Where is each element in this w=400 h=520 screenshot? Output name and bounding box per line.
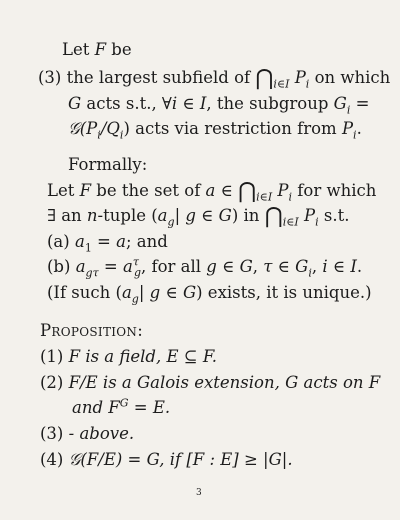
text: I [350, 257, 357, 276]
text: P [294, 68, 306, 87]
text: the largest subfield of [66, 68, 256, 87]
subscript: i∈I [256, 190, 273, 204]
text: ∈ [195, 206, 219, 225]
proposition-2-line-2 [72, 398, 170, 418]
text: n [86, 206, 98, 225]
text: i [171, 94, 178, 113]
subscript: g [167, 215, 175, 229]
text: , the subgroup [206, 94, 334, 113]
text: = [98, 257, 123, 276]
item-3-line-1 [38, 66, 391, 91]
text: F/E is a Galois extension, G acts on F [68, 373, 381, 392]
text: = [91, 232, 117, 251]
uniqueness-note [47, 283, 372, 306]
subscript: 1 [84, 241, 92, 255]
definition-line-2 [47, 204, 350, 229]
item-number: (3) [40, 424, 64, 443]
text: 𝒢(F/E) = G, if [F : E] ≥ |G|. [68, 450, 293, 469]
text: ∈ [177, 94, 200, 113]
text: g [185, 206, 196, 225]
text: = E. [128, 398, 171, 417]
text: acts via restriction from [129, 119, 342, 138]
text: , [252, 257, 264, 276]
subscript: i [288, 190, 293, 204]
subscript: i [308, 266, 312, 280]
proposition-heading: Proposition: [40, 321, 144, 340]
subscript: i [305, 77, 310, 91]
text: a [123, 257, 133, 276]
definition-line-1 [47, 179, 377, 204]
text: Let [47, 181, 80, 200]
text: G [68, 94, 82, 113]
text: s.t. [318, 206, 350, 225]
subscript: gτ [85, 266, 99, 280]
subscript: i [97, 128, 101, 142]
text: g [206, 257, 217, 276]
proposition-3 [40, 424, 134, 444]
text: be [106, 40, 132, 59]
text: ∈ [160, 283, 183, 302]
intersection-symbol: ⋂ [264, 204, 283, 229]
item-3-line-3 [68, 119, 362, 142]
text: F is a field, E ⊆ F. [68, 347, 217, 366]
item-number: (a) [47, 232, 70, 251]
text: - above. [68, 424, 135, 443]
formally-heading: Formally: [68, 155, 148, 174]
text: G [295, 257, 309, 276]
page-number: 3 [196, 488, 202, 498]
intro-line [62, 40, 132, 60]
text: | [174, 206, 186, 225]
text: | [138, 283, 150, 302]
text: -tuple ( [97, 206, 158, 225]
text: ) [123, 119, 130, 138]
text: G [239, 257, 253, 276]
text: /Q [100, 119, 120, 138]
text: , [311, 257, 323, 276]
superscript: τ [132, 255, 139, 269]
text: acts s.t., ∀ [81, 94, 172, 113]
text: . [356, 257, 363, 276]
text: G [218, 206, 232, 225]
text: a [121, 283, 132, 302]
text: g [149, 283, 161, 302]
text: F [94, 40, 107, 59]
item-3-line-2 [68, 94, 370, 117]
text: a [205, 181, 216, 200]
subscript: g [133, 266, 141, 280]
subscript: i [315, 215, 319, 229]
text: Let [62, 40, 95, 59]
subscript: i∈I [273, 77, 290, 91]
subscript: i∈I [282, 215, 299, 229]
subscript: i [353, 128, 357, 142]
intersection-symbol: ⋂ [238, 179, 257, 204]
intersection-symbol: ⋂ [255, 66, 274, 91]
item-number: (3) [38, 68, 62, 87]
text: for which [292, 181, 377, 200]
proposition-4 [40, 450, 293, 470]
text: be the set of [91, 181, 206, 200]
text: a [116, 232, 126, 251]
text: . [356, 119, 362, 138]
text: ∈ [216, 257, 240, 276]
text: and F [72, 398, 120, 417]
text: 𝒢(P [68, 119, 98, 138]
item-number: (b) [47, 257, 71, 276]
text: = [350, 94, 370, 113]
subscript: i [119, 128, 124, 142]
text: i [322, 257, 328, 276]
condition-a [47, 232, 168, 255]
proposition-1 [40, 347, 217, 367]
text: F [79, 181, 92, 200]
condition-b [47, 255, 363, 280]
text: on which [309, 68, 391, 87]
text: ∈ [215, 181, 239, 200]
text: P [341, 119, 354, 138]
item-number: (2) [40, 373, 64, 392]
text: a [157, 206, 168, 225]
proposition-2-line-1 [40, 373, 380, 393]
text: (If such ( [47, 283, 122, 302]
text: a [74, 232, 85, 251]
superscript: G [119, 396, 129, 410]
item-number: (4) [40, 450, 64, 469]
text: τ [263, 257, 273, 276]
text: P [304, 206, 316, 225]
text: G [333, 94, 347, 113]
text: ∃ an [47, 206, 87, 225]
text: ∈ [327, 257, 351, 276]
subscript: g [131, 292, 139, 306]
text: P [277, 181, 289, 200]
text: I [199, 94, 207, 113]
text: ∈ [272, 257, 296, 276]
item-number: (1) [40, 347, 64, 366]
text: ) in [231, 206, 265, 225]
text: , for all [140, 257, 207, 276]
text: ) exists, it is unique.) [196, 283, 372, 302]
subscript: i [346, 103, 351, 117]
text: ; and [125, 232, 168, 251]
text: G [182, 283, 197, 302]
text: a [75, 257, 86, 276]
